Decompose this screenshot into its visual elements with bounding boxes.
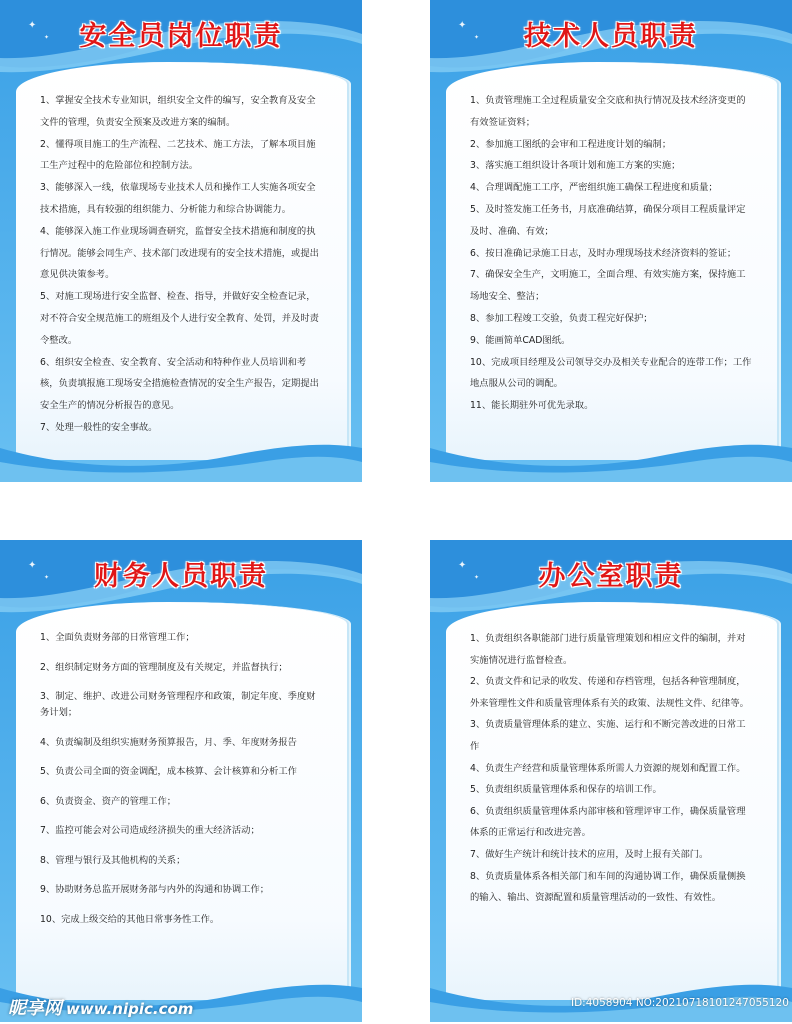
poster-safety-officer — [0, 0, 362, 482]
duty-item: 3、能够深入一线，依靠现场专业技术人员和操作工人实施各项安全技术措施，具有较强的组织能力、分析能力和综合协调能力。 — [40, 182, 316, 215]
footer-wave — [430, 412, 792, 482]
duty-item: 9、能画简单CAD图纸。 — [470, 334, 571, 346]
duty-item: 4、负责生产经营和质量管理体系所需人力资源的规划和配置工作。 — [470, 762, 746, 774]
duty-item: 4、能够深入施工作业现场调查研究，监督安全技术措施和制度的执行情况。能够会同生产、技术部门改进现有的安全技术措施，或提出意见供决策参考。 — [40, 225, 319, 281]
duty-item: 11、能长期驻外可优先录取。 — [470, 400, 594, 412]
duty-item: 6、组织安全检查、安全教育、安全活动和特种作业人员培训和考核，负责填报施工现场安全措施检查情况的安全生产报告，定期提出安全生产的情况分析报告的意见。 — [40, 356, 319, 412]
duty-list — [40, 630, 322, 941]
duty-item: 1、掌握安全技术专业知识，组织安全文件的编写，安全教育及安全文件的管理，负责安全预案及改进方案的编制。 — [40, 95, 316, 128]
duty-item: 7、监控可能会对公司造成经济损失的重大经济活动； — [40, 825, 260, 836]
duty-item: 8、管理与银行及其他机构的关系； — [40, 854, 186, 866]
poster-title: 安全员岗位职责 — [79, 21, 283, 52]
duty-item: 7、确保安全生产，文明施工，全面合理、有效实施方案，保持施工场地安全、整洁； — [470, 269, 746, 303]
duty-item: 2、负责文件和记录的收发、传递和存档管理，包括各种管理制度，外来管理性文件和质量管理体系有关的政策、法规性文件、纪律等。 — [470, 676, 749, 709]
duty-item: 2、参加施工图纸的会审和工程进度计划的编制； — [470, 138, 672, 150]
duty-item: 6、按日准确记录施工日志，及时办理现场技术经济资料的签证； — [470, 247, 737, 259]
duty-list — [40, 90, 322, 439]
duty-item: 4、合理调配施工工序，严密组织施工确保工程进度和质量； — [470, 182, 718, 194]
duty-item: 3、制定、维护、改进公司财务管理程序和政策，制定年度、季度财务计划； — [40, 691, 316, 718]
poster-technical-staff — [430, 0, 792, 482]
duty-item: 5、负责公司全面的资金调配，成本核算、会计核算和分析工作 — [40, 766, 297, 777]
duty-item: 4、负责编制及组织实施财务预算报告，月、季、年度财务报告 — [40, 736, 297, 748]
duty-item: 5、及时签发施工任务书，月底准确结算，确保分项目工程质量评定及时、准确、有效； — [470, 203, 746, 237]
sparkle-icon: ✦ — [474, 574, 480, 581]
duty-list — [470, 90, 752, 417]
duty-item: 5、对施工现场进行安全监督、检查、指导，并做好安全检查记录，对不符合安全规范施工的班组及个人进行安全教育、处罚，并及时责令整改。 — [40, 291, 319, 346]
duty-item: 5、负责组织质量管理体系和保存的培训工作。 — [470, 784, 662, 796]
image-id-tag: ID:4058904 NO:20210718101247055120 — [571, 997, 789, 1009]
duty-item: 9、协助财务总监开展财务部与内外的沟通和协调工作； — [40, 884, 270, 895]
footer-wave — [430, 952, 792, 1022]
duty-item: 7、做好生产统计和统计技术的应用，及时上报有关部门。 — [470, 848, 709, 860]
sparkle-icon: ✦ — [458, 20, 467, 31]
duty-item: 8、参加工程竣工交验，负责工程完好保护； — [470, 312, 653, 324]
duty-item: 3、负责质量管理体系的建立、实施、运行和不断完善改进的日常工作 — [470, 719, 746, 752]
sparkle-icon: ✦ — [458, 560, 467, 571]
watermark-logo: 昵享网 — [8, 998, 62, 1019]
poster-finance-staff — [0, 540, 362, 1022]
watermark-url: www.nipic.com — [66, 1000, 194, 1018]
duty-item: 8、负责质量体系各相关部门和车间的沟通协调工作，确保质量侧换的输入、输出、资源配置和质量管理活动的一致性、有效性。 — [470, 870, 746, 904]
duty-item: 10、完成上级交给的其他日常事务性工作。 — [40, 913, 220, 925]
duty-item: 2、懂得项目施工的生产流程、二艺技术、施工方法，了解本项目施工生产过程中的危险部位和控制方法。 — [40, 138, 316, 172]
duty-item: 7、处理一般性的安全事故。 — [40, 421, 158, 433]
site-watermark — [8, 994, 193, 1020]
duty-item: 1、负责管理施工全过程质量安全交底和执行情况及技术经济变更的有效签证资料； — [470, 95, 746, 128]
duty-item: 10、完成项目经理及公司领导交办及相关专业配合的连带工作；工作地点服从公司的调配。 — [470, 356, 752, 390]
poster-title: 技术人员职责 — [524, 21, 698, 52]
sparkle-icon: ✦ — [28, 20, 37, 31]
duty-item: 3、落实施工组织设计各项计划和施工方案的实施； — [470, 160, 681, 172]
duty-item: 6、负责组织质量管理体系内部审核和管理评审工作，确保质量管理体系的正常运行和改进完善。 — [470, 805, 746, 839]
duty-item: 6、负责资金、资产的管理工作； — [40, 795, 177, 807]
poster-office — [430, 540, 792, 1022]
duty-item: 1、负责组织各职能部门进行质量管理策划和相应文件的编制，并对实施情况进行监督检查。 — [470, 633, 746, 666]
sparkle-icon: ✦ — [44, 574, 50, 581]
duty-item: 2、组织制定财务方面的管理制度及有关规定，并监督执行； — [40, 661, 288, 673]
duty-list — [470, 628, 752, 909]
duty-item: 1、全面负责财务部的日常管理工作； — [40, 632, 195, 643]
sparkle-icon: ✦ — [44, 34, 50, 41]
sparkle-icon: ✦ — [474, 34, 480, 41]
poster-title: 财务人员职责 — [94, 561, 268, 592]
poster-title: 办公室职责 — [538, 561, 684, 592]
sparkle-icon: ✦ — [28, 560, 37, 571]
